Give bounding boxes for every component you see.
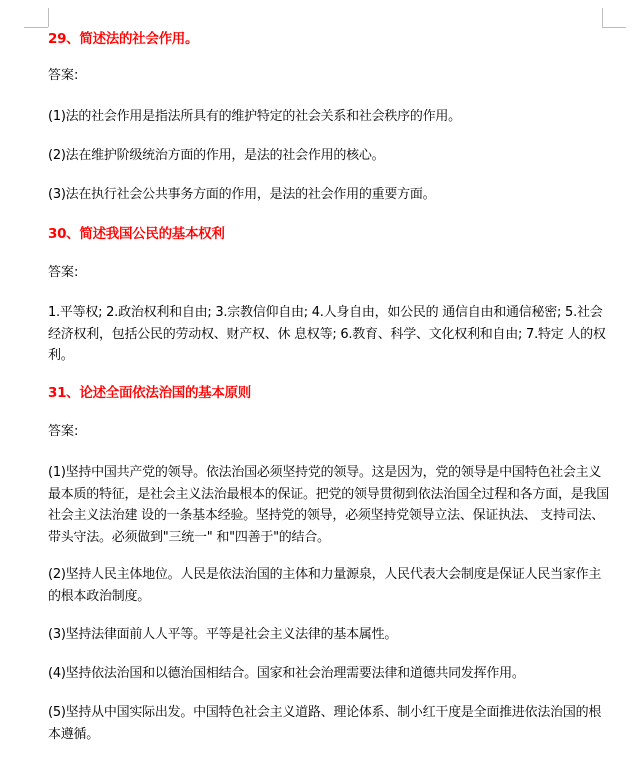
answer-paragraph: 1.平等权; 2.政治权利和自由; 3.宗教信仰自由; 4.人身自由，如公民的 通信自由和通信秘密; 5.社会经济权利，包括公民的劳动权、财产权、休 息权等; 6.教育、科学、文化权利和自由; 7.特定 人的权利。: [48, 305, 606, 363]
answer-paragraph: (4)坚持依法治国和以德治国相结合。国家和社会治理需要法律和道德共同发挥作用。: [48, 666, 525, 681]
answer-paragraph: (1)法的社会作用是指法所具有的维护特定的社会关系和社会秩序的作用。: [48, 109, 461, 124]
question-heading-29: 29、简述法的社会作用。: [48, 31, 199, 47]
answer-paragraph: (3)法在执行社会公共事务方面的作用，是法的社会作用的重要方面。: [48, 187, 436, 202]
answer-label: 答案:: [48, 265, 79, 280]
answer-paragraph: (5)坚持从中国实际出发。中国特色社会主义道路、理论体系、制小红干度是全面推进依法治国的根本遵循。: [48, 705, 602, 742]
answer-paragraph: (3)坚持法律面前人人平等。平等是社会主义法律的基本属性。: [48, 627, 398, 642]
answer-paragraph: (2)法在维护阶级统治方面的作用，是法的社会作用的核心。: [48, 148, 385, 163]
question-heading-31: 31、论述全面依法治国的基本原则: [48, 385, 251, 401]
question-heading-30: 30、简述我国公民的基本权利: [48, 226, 225, 242]
answer-label: 答案:: [48, 424, 79, 439]
answer-label: 答案:: [48, 68, 79, 83]
answer-paragraph: (1)坚持中国共产党的领导。依法治国必须坚持党的领导。这是因为，党的领导是中国特色社会主义最本质的特征，是社会主义法治最根本的保证。把党的领导贯彻到依法治国全过程和各方面，是我国社会主义法治建 设的一条基本经验。坚持党的领导，必须坚持党领导立法、保证执法、 支持司法、带头守法。必须做到"三统一" 和"四善于"的结合。: [48, 465, 610, 545]
answer-paragraph: (2)坚持人民主体地位。人民是依法治国的主体和力量源泉，人民代表大会制度是保证人民当家作主的根本政治制度。: [48, 567, 602, 604]
